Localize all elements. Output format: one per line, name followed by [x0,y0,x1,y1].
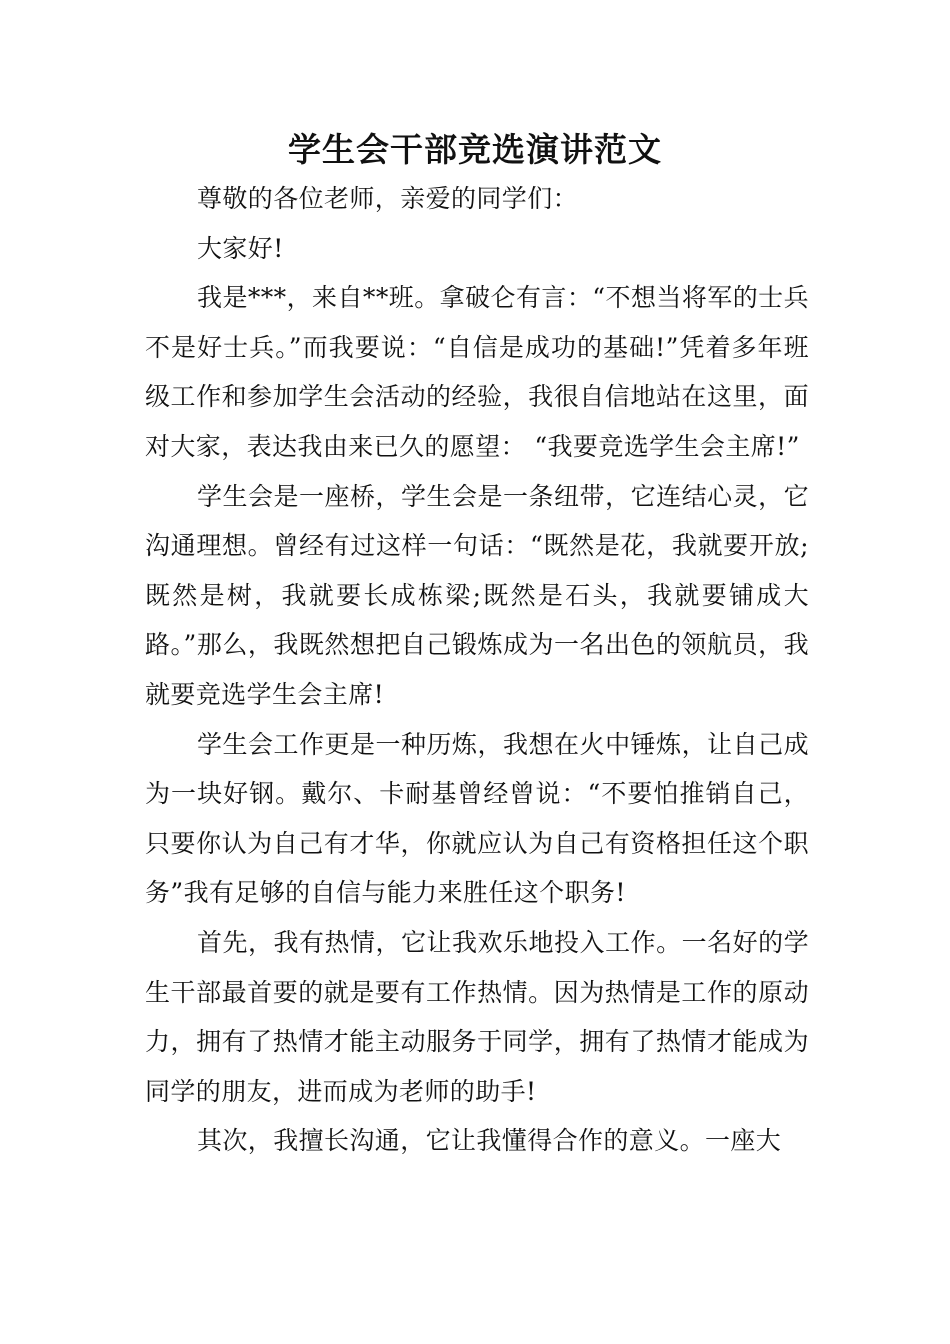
document-body [145,174,809,1166]
paragraph-communication: 其次，我擅长沟通，它让我懂得合作的意义。一座大 [197,1126,782,1156]
paragraph-enthusiasm: 首先，我有热情，它让我欢乐地投入工作。一名好的学生干部最首要的就是要有工作热情。因为热情是工作的原动力，拥有了热情才能主动服务于同学，拥有了热情才能成为同学的朋友，进而成为老师的助手! [145,927,809,1106]
document-title: 学生会干部竞选演讲范文 [288,130,662,169]
paragraph-introduction: 我是***，来自**班。拿破仑有言：“不想当将军的士兵不是好士兵。”而我要说：“自信是成功的基础!”凭着多年班级工作和参加学生会活动的经验，我很自信地站在这里，面对大家，表达我由来已久的愿望： “我要竞选学生会主席!” [145,283,809,461]
paragraph-greeting: 大家好! [197,233,284,263]
paragraph-training: 学生会工作更是一种历炼，我想在火中锤炼，让自己成为一块好钢。戴尔、卡耐基曾经曾说：“不要怕推销自己，只要你认为自己有才华，你就应认为自己有资格担任这个职务”我有足够的自信与能力来胜任这个职务! [145,729,809,908]
paragraph-salutation: 尊敬的各位老师，亲爱的同学们： [197,184,579,213]
paragraph-student-union-bridge: 学生会是一座桥，学生会是一条纽带，它连结心灵，它沟通理想。曾经有过这样一句话：“既然是花，我就要开放;既然是树，我就要长成栋梁;既然是石头，我就要铺成大路。”那么，我既然想把自己锻炼成为一名出色的领航员，我就要竞选学生会主席! [145,481,809,709]
